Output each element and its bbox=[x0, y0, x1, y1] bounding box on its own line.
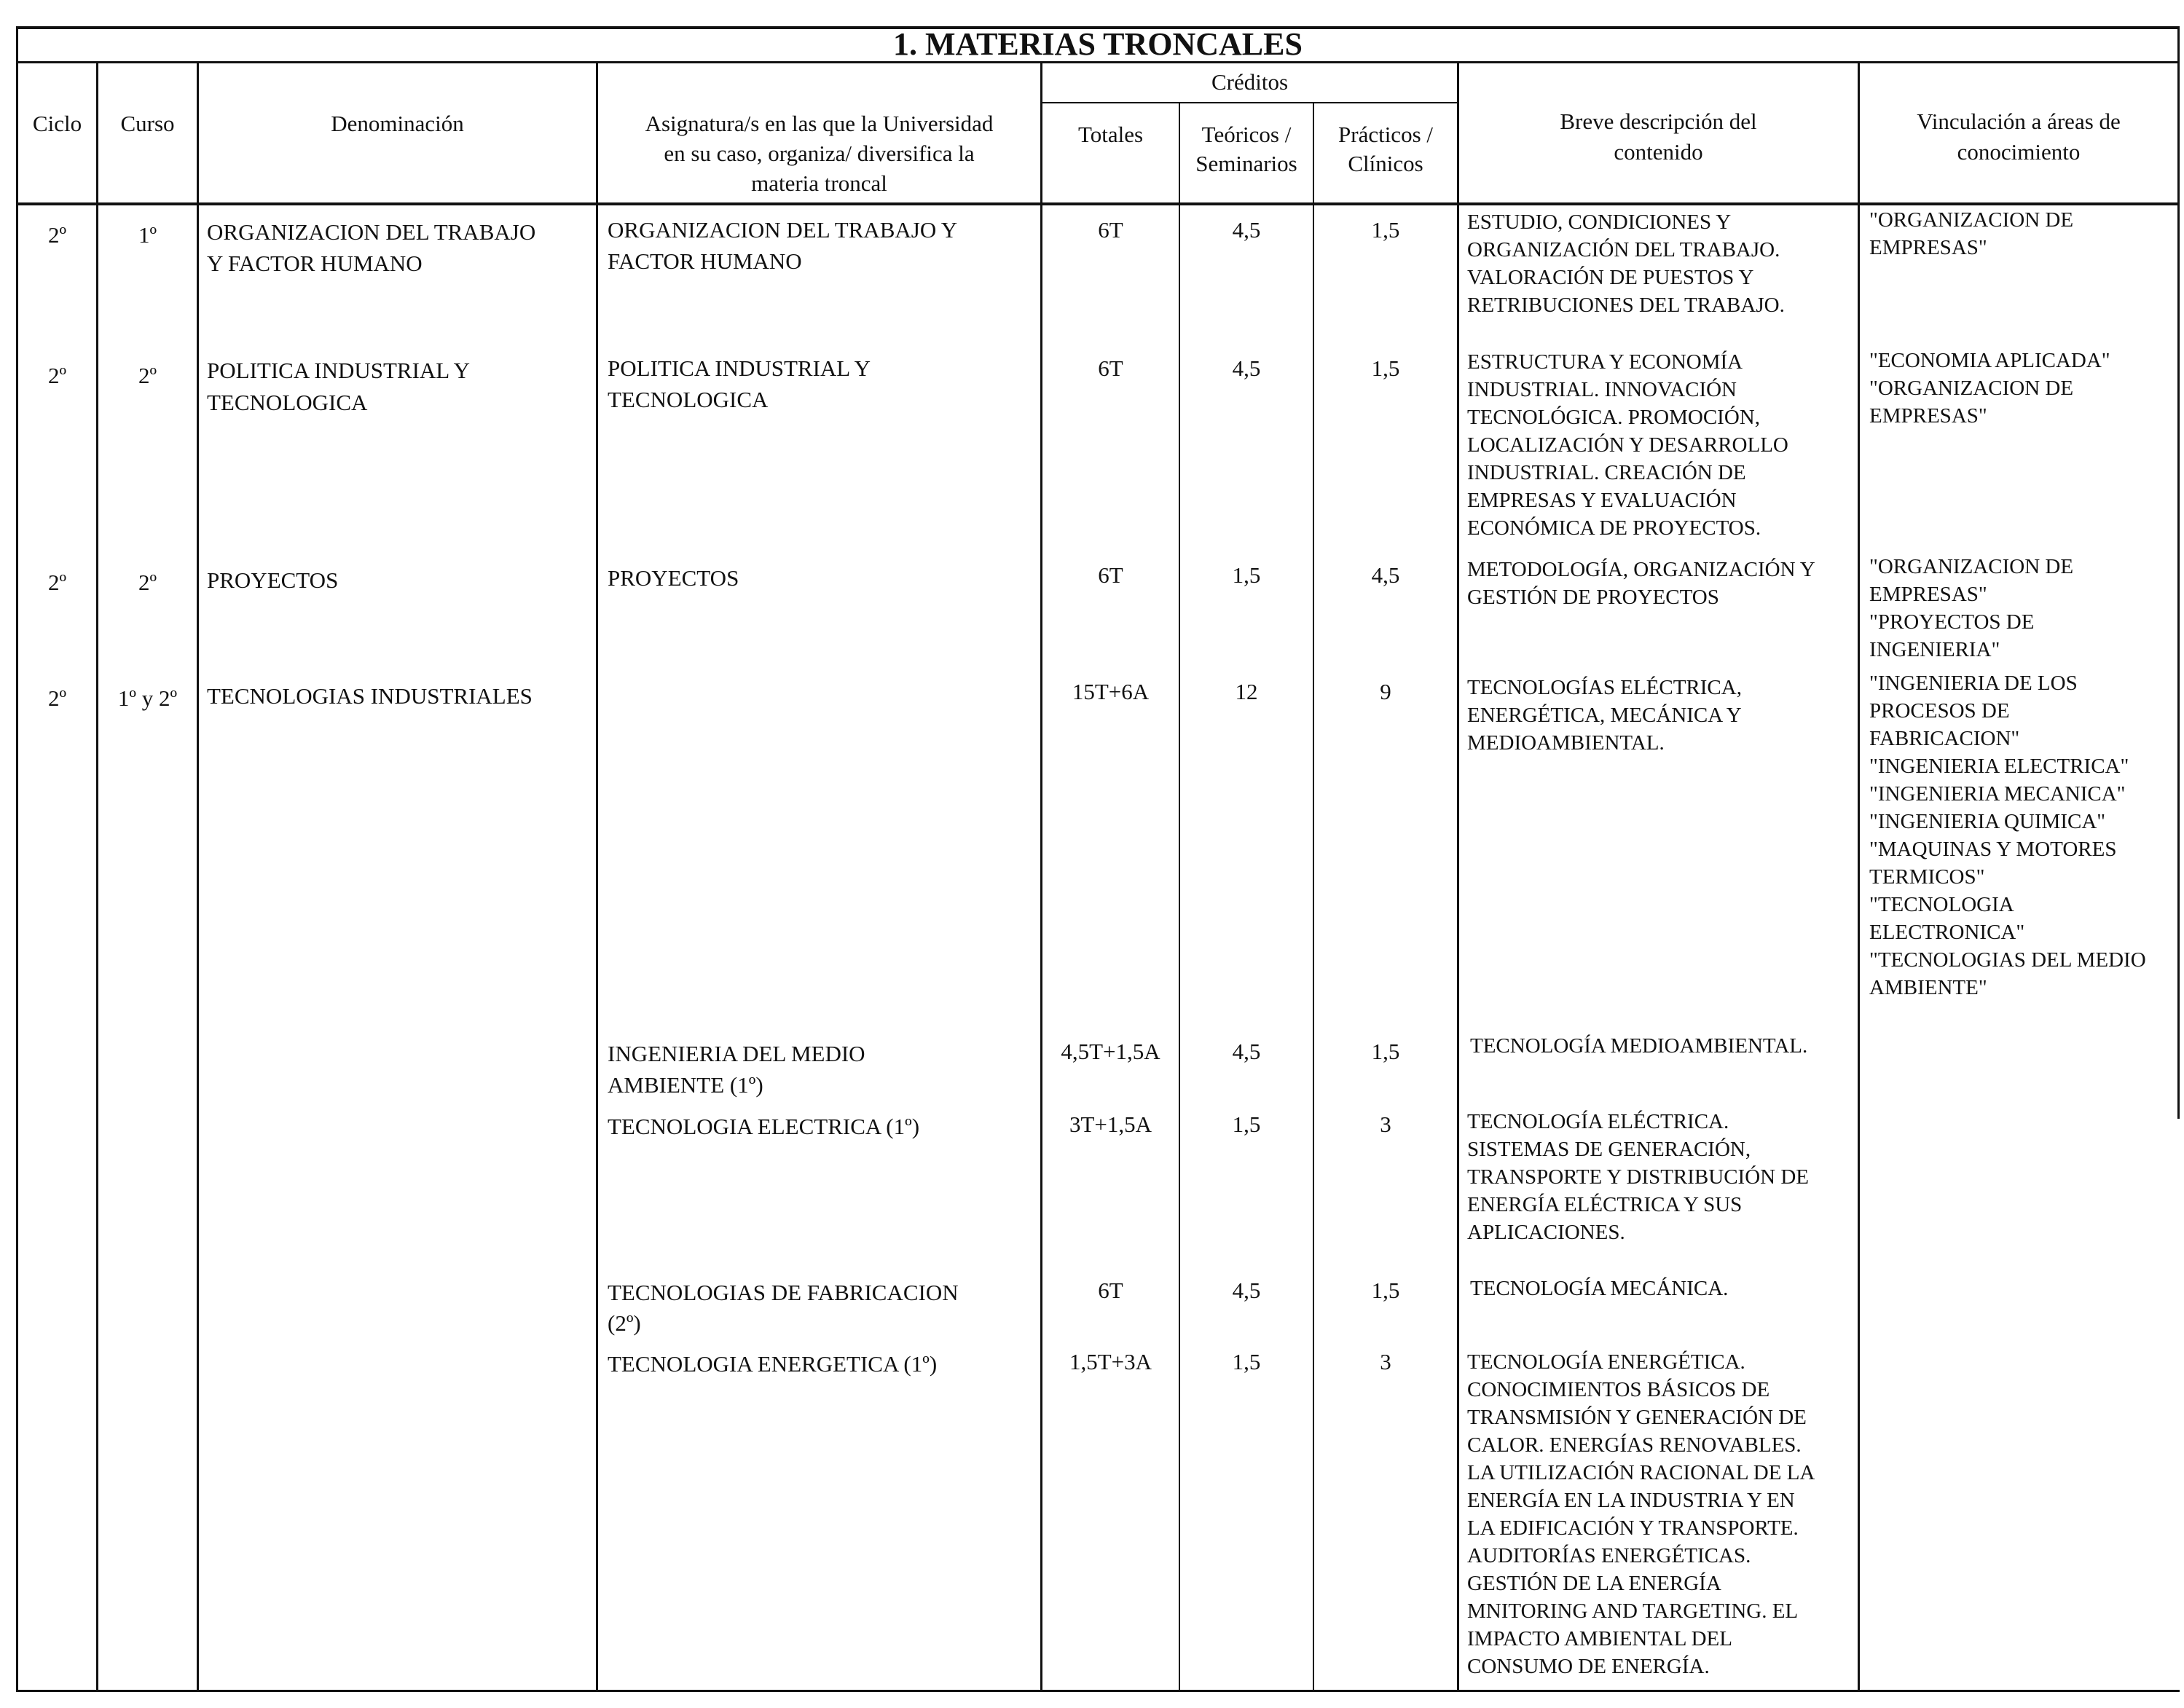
row-denominacion-line: PROYECTOS bbox=[207, 567, 339, 593]
row-vinculacion-line: EMPRESAS" bbox=[1869, 236, 1987, 259]
row-vinculacion-line: "INGENIERIA ELECTRICA" bbox=[1869, 755, 2129, 778]
row-ciclo: 2º bbox=[47, 222, 67, 248]
table-right-border bbox=[2177, 26, 2180, 1119]
header-teoricos-line2: Seminarios bbox=[1195, 151, 1297, 176]
col-sep-practicos-descripcion bbox=[1457, 63, 1459, 1691]
row-descripcion-line: GESTIÓN DE LA ENERGÍA bbox=[1467, 1572, 1721, 1595]
row-descripcion-line: ESTUDIO, CONDICIONES Y bbox=[1467, 210, 1732, 234]
row-vinculacion-line: EMPRESAS" bbox=[1869, 404, 1987, 428]
row-descripcion-line: ORGANIZACIÓN DEL TRABAJO. bbox=[1467, 238, 1780, 261]
row-denominacion-line: TECNOLOGICA bbox=[207, 390, 368, 415]
table-bottom-rule bbox=[16, 1690, 2180, 1692]
row-curso: 1º bbox=[138, 222, 157, 248]
row-descripcion-line: MNITORING AND TARGETING. EL bbox=[1467, 1599, 1799, 1623]
row-descripcion-line: LOCALIZACIÓN Y DESARROLLO bbox=[1467, 433, 1788, 457]
row-curso: 1º y 2º bbox=[117, 685, 178, 711]
header-bottom-rule bbox=[16, 202, 2180, 205]
row-totales: 3T+1,5A bbox=[1069, 1111, 1152, 1137]
row-totales: 1,5T+3A bbox=[1069, 1349, 1152, 1374]
header-asignatura-line1: Asignatura/s en las que la Universidad bbox=[645, 111, 994, 136]
row-descripcion-line: MEDIOAMBIENTAL. bbox=[1467, 731, 1665, 755]
row-totales: 4,5T+1,5A bbox=[1061, 1039, 1160, 1064]
row-descripcion-line: TECNOLÓGICA. PROMOCIÓN, bbox=[1467, 406, 1760, 429]
row-asignatura-line: POLITICA INDUSTRIAL Y bbox=[608, 355, 871, 381]
row-descripcion-line: TECNOLOGÍA MECÁNICA. bbox=[1470, 1277, 1729, 1300]
row-vinculacion-line: "INGENIERIA QUIMICA" bbox=[1869, 810, 2106, 833]
row-asignatura-line: AMBIENTE (1º) bbox=[608, 1072, 763, 1098]
col-sep-totales-teoricos bbox=[1179, 102, 1180, 1691]
row-vinculacion-line: FABRICACION" bbox=[1869, 727, 2020, 750]
col-sep-descripcion-vinculacion bbox=[1858, 63, 1860, 1691]
row-descripcion-line: TRANSMISIÓN Y GENERACIÓN DE bbox=[1467, 1406, 1807, 1429]
row-vinculacion-line: EMPRESAS" bbox=[1869, 583, 1987, 606]
row-descripcion-line: ENERGÍA EN LA INDUSTRIA Y EN bbox=[1467, 1489, 1795, 1512]
row-asignatura-line: (2º) bbox=[608, 1310, 641, 1336]
row-vinculacion-line: TERMICOS" bbox=[1869, 865, 1985, 889]
row-teoricos: 1,5 bbox=[1232, 1111, 1261, 1137]
row-descripcion-line: INDUSTRIAL. CREACIÓN DE bbox=[1467, 461, 1746, 484]
header-practicos-line2: Clínicos bbox=[1348, 151, 1423, 176]
row-denominacion-line: TECNOLOGIAS INDUSTRIALES bbox=[207, 683, 533, 709]
row-descripcion-line: ESTRUCTURA Y ECONOMÍA bbox=[1467, 350, 1743, 374]
row-teoricos: 12 bbox=[1235, 679, 1258, 704]
row-vinculacion-line: "INGENIERIA MECANICA" bbox=[1869, 782, 2126, 806]
row-asignatura-line: ORGANIZACION DEL TRABAJO Y bbox=[608, 217, 958, 243]
row-descripcion-line: GESTIÓN DE PROYECTOS bbox=[1467, 586, 1719, 609]
row-vinculacion-line: "ORGANIZACION DE bbox=[1869, 377, 2074, 400]
row-asignatura-line: TECNOLOGICA bbox=[608, 387, 769, 412]
row-practicos: 4,5 bbox=[1371, 562, 1400, 588]
col-sep-asignatura-totales bbox=[1040, 63, 1042, 1691]
col-sep-teoricos-practicos bbox=[1313, 102, 1314, 1691]
row-teoricos: 4,5 bbox=[1232, 217, 1261, 243]
row-practicos: 1,5 bbox=[1371, 1039, 1400, 1064]
row-asignatura-line: PROYECTOS bbox=[608, 565, 739, 591]
row-descripcion-line: LA UTILIZACIÓN RACIONAL DE LA bbox=[1467, 1461, 1815, 1484]
row-vinculacion-line: "ECONOMIA APLICADA" bbox=[1869, 349, 2110, 372]
col-sep-curso-denominacion bbox=[197, 63, 199, 1691]
row-practicos: 9 bbox=[1380, 679, 1391, 704]
row-vinculacion-line: INGENIERIA" bbox=[1869, 638, 2000, 661]
row-totales: 15T+6A bbox=[1072, 679, 1150, 704]
row-asignatura-line: TECNOLOGIA ENERGETICA (1º) bbox=[608, 1351, 938, 1377]
row-descripcion-line: SISTEMAS DE GENERACIÓN, bbox=[1467, 1138, 1751, 1161]
row-vinculacion-line: "PROYECTOS DE bbox=[1869, 610, 2035, 634]
row-teoricos: 1,5 bbox=[1232, 562, 1261, 588]
header-creditos: Créditos bbox=[1211, 69, 1289, 95]
row-vinculacion-line: "INGENIERIA DE LOS bbox=[1869, 672, 2078, 695]
header-totales: Totales bbox=[1077, 122, 1144, 147]
row-teoricos: 1,5 bbox=[1232, 1349, 1261, 1374]
row-practicos: 3 bbox=[1380, 1111, 1391, 1137]
row-teoricos: 4,5 bbox=[1232, 1278, 1261, 1303]
header-ciclo: Ciclo bbox=[32, 111, 82, 136]
table-left-border bbox=[16, 26, 18, 1691]
header-breve-line1: Breve descripción del bbox=[1560, 109, 1757, 134]
row-descripcion-line: CONOCIMIENTOS BÁSICOS DE bbox=[1467, 1378, 1770, 1401]
row-descripcion-line: METODOLOGÍA, ORGANIZACIÓN Y bbox=[1467, 558, 1815, 581]
row-asignatura-line: TECNOLOGIA ELECTRICA (1º) bbox=[608, 1114, 920, 1139]
row-curso: 2º bbox=[138, 570, 157, 595]
row-practicos: 1,5 bbox=[1371, 1278, 1400, 1303]
header-vinculacion-line1: Vinculación a áreas de bbox=[1917, 109, 2121, 134]
row-descripcion-line: IMPACTO AMBIENTAL DEL bbox=[1467, 1627, 1732, 1650]
col-sep-denominacion-asignatura bbox=[596, 63, 598, 1691]
row-descripcion-line: LA EDIFICACIÓN Y TRANSPORTE. bbox=[1467, 1516, 1799, 1540]
row-totales: 6T bbox=[1098, 355, 1123, 381]
row-denominacion-line: Y FACTOR HUMANO bbox=[207, 251, 423, 276]
row-ciclo: 2º bbox=[47, 570, 67, 595]
row-practicos: 1,5 bbox=[1371, 355, 1400, 381]
row-descripcion-line: AUDITORÍAS ENERGÉTICAS. bbox=[1467, 1544, 1751, 1567]
creditos-subheader-rule bbox=[1040, 102, 1458, 103]
row-descripcion-line: ENERGÍA ELÉCTRICA Y SUS bbox=[1467, 1193, 1743, 1216]
row-practicos: 3 bbox=[1380, 1349, 1391, 1374]
row-asignatura-line: INGENIERIA DEL MEDIO bbox=[608, 1041, 865, 1066]
row-vinculacion-line: "TECNOLOGIA bbox=[1869, 893, 2014, 916]
row-curso: 2º bbox=[138, 363, 157, 388]
row-vinculacion-line: "TECNOLOGIAS DEL MEDIO bbox=[1869, 948, 2146, 972]
row-descripcion-line: VALORACIÓN DE PUESTOS Y bbox=[1467, 266, 1754, 289]
row-practicos: 1,5 bbox=[1371, 217, 1400, 243]
row-descripcion-line: TECNOLOGÍA MEDIOAMBIENTAL. bbox=[1470, 1034, 1808, 1058]
row-descripcion-line: CONSUMO DE ENERGÍA. bbox=[1467, 1655, 1710, 1678]
row-totales: 6T bbox=[1098, 217, 1123, 243]
row-vinculacion-line: "ORGANIZACION DE bbox=[1869, 208, 2074, 232]
row-asignatura-line: FACTOR HUMANO bbox=[608, 248, 802, 274]
header-practicos-line1: Prácticos / bbox=[1338, 122, 1433, 147]
col-sep-ciclo-curso bbox=[96, 63, 98, 1691]
header-vinculacion-line2: conocimiento bbox=[1957, 139, 2081, 165]
header-curso: Curso bbox=[120, 111, 175, 136]
header-asignatura-line2: en su caso, organiza/ diversifica la bbox=[664, 141, 975, 166]
row-vinculacion-line: AMBIENTE" bbox=[1869, 976, 1987, 999]
table-title: 1. MATERIAS TRONCALES bbox=[893, 26, 1303, 62]
row-descripcion-line: TECNOLOGÍA ENERGÉTICA. bbox=[1467, 1350, 1745, 1374]
row-totales: 6T bbox=[1098, 562, 1123, 588]
row-descripcion-line: TRANSPORTE Y DISTRIBUCIÓN DE bbox=[1467, 1165, 1809, 1189]
row-descripcion-line: INDUSTRIAL. INNOVACIÓN bbox=[1467, 378, 1737, 401]
row-descripcion-line: EMPRESAS Y EVALUACIÓN bbox=[1467, 489, 1737, 512]
row-vinculacion-line: "MAQUINAS Y MOTORES bbox=[1869, 838, 2117, 861]
row-descripcion-line: APLICACIONES. bbox=[1467, 1221, 1625, 1244]
row-descripcion-line: TECNOLOGÍA ELÉCTRICA. bbox=[1467, 1110, 1729, 1133]
row-descripcion-line: ECONÓMICA DE PROYECTOS. bbox=[1467, 516, 1761, 540]
row-denominacion-line: ORGANIZACION DEL TRABAJO bbox=[207, 219, 536, 245]
row-totales: 6T bbox=[1098, 1278, 1123, 1303]
header-breve-line2: contenido bbox=[1614, 139, 1703, 165]
row-descripcion-line: CALOR. ENERGÍAS RENOVABLES. bbox=[1467, 1433, 1802, 1457]
row-vinculacion-line: "ORGANIZACION DE bbox=[1869, 555, 2074, 578]
row-vinculacion-line: ELECTRONICA" bbox=[1869, 921, 2025, 944]
header-denominacion: Denominación bbox=[331, 111, 464, 136]
header-asignatura-line3: materia troncal bbox=[751, 170, 887, 196]
row-descripcion-line: RETRIBUCIONES DEL TRABAJO. bbox=[1467, 294, 1785, 317]
row-teoricos: 4,5 bbox=[1232, 1039, 1261, 1064]
row-descripcion-line: TECNOLOGÍAS ELÉCTRICA, bbox=[1467, 676, 1742, 699]
row-vinculacion-line: PROCESOS DE bbox=[1869, 699, 2010, 723]
row-ciclo: 2º bbox=[47, 363, 67, 388]
row-asignatura-line: TECNOLOGIAS DE FABRICACION bbox=[608, 1280, 959, 1305]
row-descripcion-line: ENERGÉTICA, MECÁNICA Y bbox=[1467, 704, 1742, 727]
row-denominacion-line: POLITICA INDUSTRIAL Y bbox=[207, 358, 471, 383]
header-teoricos-line1: Teóricos / bbox=[1201, 122, 1292, 147]
row-teoricos: 4,5 bbox=[1232, 355, 1261, 381]
row-ciclo: 2º bbox=[47, 685, 67, 711]
